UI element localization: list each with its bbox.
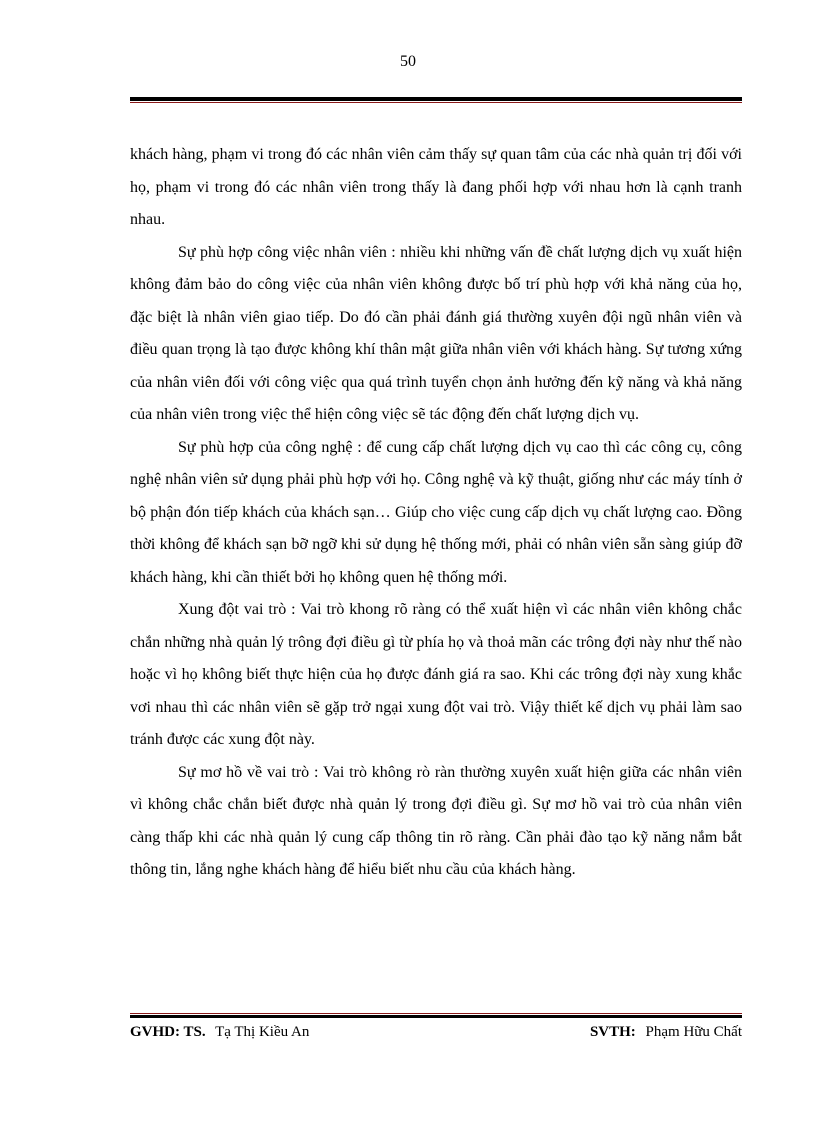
header-rule-thick bbox=[130, 97, 742, 101]
paragraph-job-fit: Sự phù hợp công việc nhân viên : nhiều khi những vấn đề chất lượng dịch vụ xuất hiện không đảm bảo do công việc của nhân viên không được bố trí phù hợp với khả năng của họ, đặc biệt là nhân viên giao tiếp. Do đó cần phải đánh giá thường xuyên đội ngũ nhân viên và điều quan trọng là tạo được không khí thân mật giữa nhân viên với khách hàng. Sự tương xứng của nhân viên đối với công việc qua quá trình tuyển chọn ảnh hưởng đến kỹ năng và khả năng của nhân viên trong việc thể hiện công việc sẽ tác động đến chất lượng dịch vụ. bbox=[130, 243, 742, 423]
paragraph-technology-fit: Sự phù hợp của công nghệ : để cung cấp chất lượng dịch vụ cao thì các công cụ, công nghệ nhân viên sử dụng phải phù hợp với họ. Công nghệ và kỹ thuật, giống như các máy tính ở bộ phận đón tiếp khách của khách sạn… Giúp cho việc cung cấp dịch vụ chất lượng cao. Đồng thời không để khách sạn bỡ ngỡ khi sử dụng hệ thống mới, phải có nhân viên sẵn sàng giúp đỡ khách hàng, khi cần thiết bởi họ không quen hệ thống mới. bbox=[130, 438, 742, 586]
footer-advisor-name: Tạ Thị Kiều An bbox=[215, 1024, 310, 1040]
paragraph-role-ambiguity: Sự mơ hồ về vai trò : Vai trò không rò ràn thường xuyên xuất hiện giữa các nhân viên vì không chắc chắn biết được nhà quản lý trong đợi điều gì. Sự mơ hồ vai trò của nhân viên càng thấp khi các nhà quản lý cung cấp thông tin rõ ràng. Cần phải đào tạo kỹ năng nắm bắt thông tin, lắng nghe khách hàng để hiểu biết nhu cầu của khách hàng. bbox=[130, 763, 742, 878]
body-text bbox=[130, 139, 742, 887]
paragraph-role-conflict: Xung đột vai trò : Vai trò khong rõ ràng có thể xuất hiện vì các nhân viên không chắc chắn những nhà quản lý trông đợi điều gì từ phía họ và thoả mãn các trông đợi này như thế nào hoặc vì họ không biết thực hiện của họ được đánh giá ra sao. Khi các trông đợi này xung khắc vơi nhau thì các nhân viên sẽ gặp trở ngại xung đột vai trò. Viậy thiết kế dịch vụ phải làm sao tránh được các xung đột này. bbox=[130, 601, 742, 748]
page-number: 50 bbox=[400, 53, 416, 70]
footer-student bbox=[590, 1022, 742, 1042]
footer-student-label: SVTH: bbox=[589, 1024, 636, 1040]
footer-rule-thin bbox=[130, 1013, 742, 1014]
footer-advisor bbox=[130, 1022, 309, 1042]
paragraph-continuation: khách hàng, phạm vi trong đó các nhân viên cảm thấy sự quan tâm của các nhà quản trị đối với họ, phạm vi trong đó các nhân viên trong thấy là đang phối hợp với nhau hơn là cạnh tranh nhau. bbox=[130, 146, 742, 228]
header-rule-thin bbox=[130, 102, 742, 103]
header-rule bbox=[130, 97, 742, 104]
footer-student-name: Phạm Hữu Chất bbox=[645, 1024, 742, 1040]
footer-rule-thick bbox=[130, 1015, 742, 1018]
footer-advisor-label: GVHD: TS. bbox=[130, 1024, 206, 1040]
footer-rule bbox=[130, 1013, 742, 1019]
